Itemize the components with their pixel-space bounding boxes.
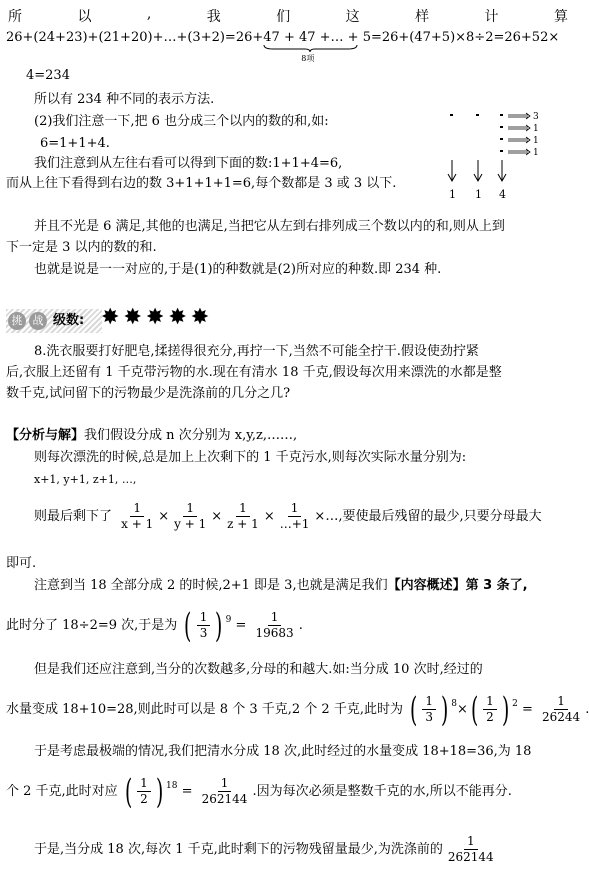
- times: ×: [158, 509, 170, 524]
- bold-text: 【内容概述】第 3 条了,: [387, 578, 528, 593]
- paragraph: 并且不光是 6 满足,其他的也满足,当把它从左到右排列成三个数以内的和,则从上到: [34, 219, 505, 234]
- question: 数千克,试问留下的污物最少是洗涤前的几分之几?: [6, 386, 291, 401]
- word: 这: [345, 9, 360, 25]
- exponent: 18: [165, 781, 178, 791]
- text: 此时分了 18÷2=9 次,于是为: [6, 618, 178, 633]
- bottom-number: 1: [449, 188, 456, 201]
- paragraph: 但是我们还应注意到,当分的次数越多,分母的和越大.如:当分成 10 次时,经过的: [34, 662, 483, 677]
- fraction: [171, 501, 209, 532]
- paragraph: 则每次漂洗的时候,总是加上上次剩下的 1 千克污水,则每次实际水量分别为:: [34, 450, 467, 465]
- paragraph: 我们注意到从左往右看可以得到下面的数:1+1+4=6,: [34, 156, 343, 171]
- denominator: 262144: [201, 792, 248, 806]
- text: ×…,要使最后残留的最少,只要分母最大: [314, 509, 542, 524]
- fraction: [118, 501, 156, 532]
- paragraph: 所以有 234 种不同的表示方法.: [34, 92, 215, 107]
- paragraph: (2)我们注意一下,把 6 也分成三个以内的数的和,如:: [34, 114, 329, 129]
- paragraph: 6=1+1+4.: [40, 136, 110, 151]
- fraction: [253, 610, 297, 641]
- word: 所: [8, 9, 22, 25]
- difficulty-stars: [101, 307, 213, 329]
- right-number: 3: [533, 112, 539, 122]
- spread-line: [8, 6, 568, 26]
- paragraph: 下一定是 3 以内的数的和.: [6, 240, 157, 255]
- word: ,: [146, 6, 152, 22]
- paragraph: 而从上往下看得到右边的数 3+1+1+1=6,每个数都是 3 或 3 以下.: [6, 176, 397, 191]
- numerator: 1: [268, 610, 282, 626]
- times: ×: [211, 509, 223, 524]
- paragraph: x+1, y+1, z+1, …,: [34, 473, 137, 486]
- exponent: 9: [225, 615, 232, 625]
- paragraph: [34, 578, 528, 594]
- numerator: 1: [483, 694, 497, 710]
- times: ×: [263, 509, 275, 524]
- right-number: 1: [533, 124, 539, 134]
- paragraph: 于是考虑最极端的情况,我们把清水分成 18 次,此时经过的水量变成 18+18=36,为 18: [34, 744, 532, 759]
- brace-group: [263, 30, 371, 63]
- numerator: 1: [130, 501, 144, 517]
- numerator: 1: [422, 694, 436, 710]
- exponent: 2: [512, 699, 518, 709]
- brace-text: 47 + 47 +… + 5: [263, 30, 371, 45]
- text: 注意到当 18 全部分成 2 的时候,2+1 即是 3,也就是满足我们: [34, 578, 388, 593]
- sum-prefix: 26+(24+23)+(21+20)+…+(3+2)=26+: [6, 30, 264, 45]
- times: ×: [457, 702, 468, 717]
- fraction: [277, 501, 313, 532]
- down-arrows: [448, 160, 506, 181]
- brace-note: 8项: [301, 54, 315, 63]
- fraction-product-line: [34, 500, 542, 534]
- denominator: x + 1: [121, 517, 154, 531]
- star-icon: ✸: [190, 305, 210, 330]
- analysis-line: [6, 428, 297, 444]
- period: .: [298, 618, 303, 633]
- fraction: [483, 694, 497, 725]
- text: 水量变成 18+10=28,则此时可以是 8 个 3 千克,2 个 2 千克,此时为: [6, 702, 403, 717]
- fraction: [137, 776, 151, 807]
- period: .: [585, 702, 589, 717]
- formula-line: [34, 830, 499, 870]
- equals: =: [235, 618, 247, 633]
- fraction: [199, 776, 251, 807]
- word: 算: [553, 9, 568, 25]
- denominator: 2: [486, 710, 494, 724]
- analysis-text: 我们假设分成 n 次分别为 x,y,z,……,: [84, 428, 298, 443]
- fraction: [224, 501, 262, 532]
- denominator: 2: [140, 792, 148, 806]
- analysis-heading: 【分析与解】: [6, 428, 85, 443]
- text: 于是,当分成 18 次,每次 1 千克,此时剩下的污物残留量最少,为洗涤前的: [34, 842, 443, 857]
- word: 计: [484, 9, 499, 25]
- paragraph: 也就是说是一一对应的,于是(1)的种数就是(2)所对应的种数.即 234 种.: [34, 262, 442, 277]
- challenge-badge: 战: [29, 312, 47, 330]
- text: .因为每次必须是整数千克的水,所以不能再分.: [252, 784, 512, 799]
- paragraph: 即可.: [6, 556, 37, 571]
- challenge-badge: 挑: [8, 312, 26, 330]
- question: 8.洗衣服要打好肥皂,揉搓得很充分,再拧一下,当然不可能全拧干.假设使劲拧紧: [34, 344, 479, 359]
- denominator: 26244: [542, 710, 581, 724]
- dot-grid: [450, 114, 503, 152]
- star-icon: ✸: [101, 305, 120, 330]
- numerator: 1: [236, 501, 250, 517]
- equals: =: [521, 702, 533, 717]
- right-arrows: [508, 113, 530, 155]
- fraction: [445, 834, 497, 865]
- fraction: [539, 694, 583, 725]
- dot-diagram: [440, 106, 550, 206]
- sum-result: 4=234: [26, 68, 70, 83]
- word: 以: [77, 9, 92, 25]
- denominator: z + 1: [227, 517, 259, 531]
- right-number: 1: [533, 148, 539, 158]
- denominator: 262144: [447, 850, 494, 864]
- denominator: y + 1: [174, 517, 207, 531]
- equals: =: [181, 784, 193, 799]
- denominator: 3: [199, 626, 208, 640]
- denominator: …+1: [279, 517, 310, 531]
- numerator: 1: [137, 776, 151, 792]
- word: 们: [276, 9, 291, 25]
- word: 样: [415, 9, 430, 25]
- sum-line: [6, 30, 560, 63]
- text: 则最后剩下了: [34, 509, 113, 524]
- sum-suffix: =26+(47+5)×8÷2=26+52×: [370, 30, 560, 45]
- denominator: 3: [425, 710, 433, 724]
- numerator: 1: [183, 501, 197, 517]
- denominator: 19683: [255, 626, 294, 640]
- question: 后,衣服上还留有 1 千克带污物的水.现在有清水 18 千克,假设每次用来漂洗的水都是整: [6, 365, 502, 380]
- exponent: 8: [451, 699, 457, 709]
- fraction: [422, 694, 436, 725]
- star-icon: ✸: [145, 305, 165, 330]
- star-icon: ✸: [123, 305, 142, 330]
- formula-line: 水量变成 18+10=28,则此时可以是 8 个 3 千克,2 个 2 千克,此时为 ( $\frac{1}{3}$ ) $^8$×( $\frac{1}{2}$ ) $^2$ = $\frac{1}{26244}$ .: [6, 689, 589, 730]
- numerator: 1: [288, 501, 302, 517]
- formula-line: 个 2 千克,此时对应 ( $\frac{1}{2}$ ) $^{18}$ = $\frac{1}{262144}$ .因为每次必须是整数千克的水,所以不能再分.: [6, 771, 512, 812]
- bottom-number: 1: [475, 188, 482, 201]
- numerator: 1: [218, 776, 232, 792]
- numerator: 1: [464, 834, 478, 850]
- text: 个 2 千克,此时对应: [6, 784, 118, 799]
- fraction: [197, 610, 211, 641]
- star-icon: ✸: [168, 305, 187, 330]
- right-number: 1: [533, 136, 539, 146]
- numerator: 1: [554, 694, 568, 710]
- level-label: 级数:: [53, 313, 85, 328]
- formula-line: 此时分了 18÷2=9 次,于是为 ( $\frac{1}{3}$ ) $^9$ = $\frac{1}{19683}$ .: [6, 605, 303, 646]
- word: 我: [206, 9, 221, 25]
- numerator: 1: [197, 610, 211, 626]
- bottom-number: 4: [499, 188, 506, 201]
